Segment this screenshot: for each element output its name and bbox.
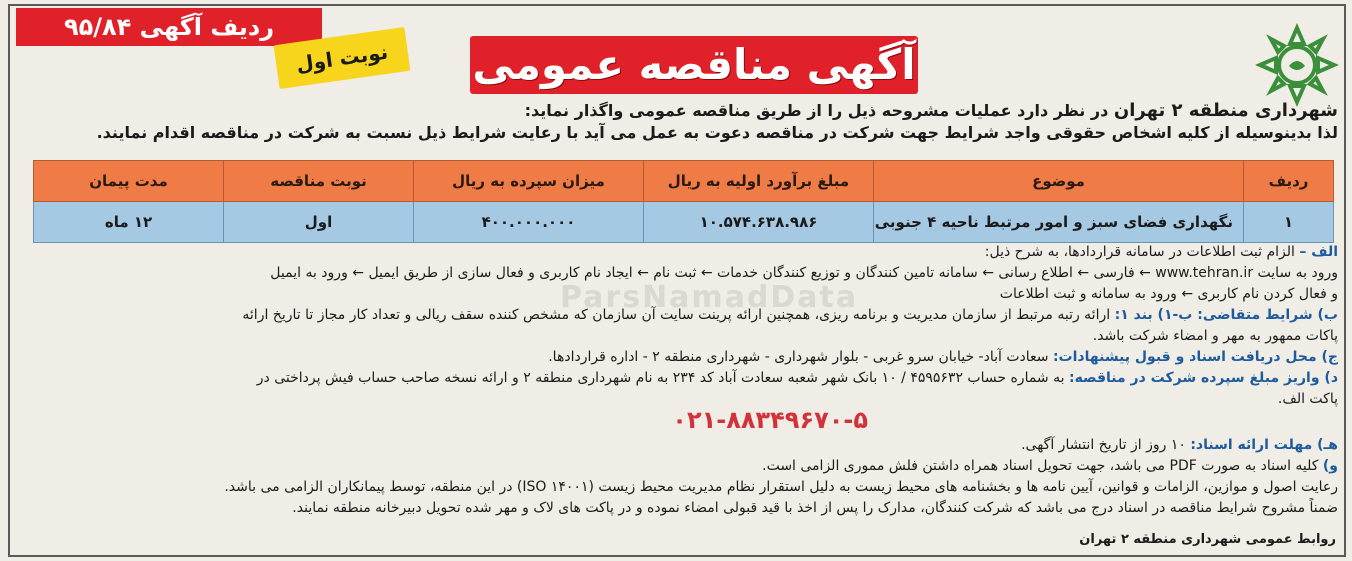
phone-number: ۰۲۱-۸۸۳۴۹۶۷۰-۵	[672, 410, 868, 434]
condition-jim-label: ج) محل دریافت اسناد و قبول پیشنهادات:	[1052, 349, 1338, 365]
condition-vav	[14, 456, 1338, 477]
municipality-logo-icon	[1254, 22, 1340, 108]
cell-subject: نگهداری فضای سبز و امور مرتبط ناحیه ۴ جنوبی	[874, 202, 1244, 243]
round-tag-label: نوبت اول	[294, 39, 390, 77]
col-header-row-no: ردیف	[1244, 161, 1334, 202]
intro-line-2: لذا بدینوسیله از کلیه اشخاص حقوقی واجد شرایط جهت شرکت در مناقصه دعوت به عمل می آید با رعایت شرایط ذیل نسبت به شرکت در مناقصه اقدام نمایند.	[96, 123, 1338, 142]
condition-vav-label: و)	[1322, 458, 1338, 474]
intro-line-1-text: در نظر دارد عملیات مشروحه ذیل را از طریق مناقصه عمومی واگذار نماید:	[524, 101, 1109, 120]
cell-duration: ۱۲ ماه	[34, 202, 224, 243]
condition-he-label: هـ) مهلت ارائه اسناد:	[1190, 437, 1338, 453]
tender-table	[33, 160, 1334, 243]
condition-be-label: ب) شرایط متقاضی: ب-۱) بند ۱:	[1114, 307, 1338, 323]
watermark: ParsNamadData	[560, 280, 859, 315]
condition-vav-text: کلیه اسناد به صورت PDF می باشد، جهت تحویل اسناد همراه داشتن فلش مموری الزامی است.	[762, 458, 1319, 474]
intro	[14, 100, 1338, 144]
col-header-subject: موضوع	[874, 161, 1244, 202]
note-iso: رعایت اصول و موازین، الزامات و قوانین، آیین نامه ها و بخشنامه های محیط زیست به دلیل استقرار نظام مدیریت محیط زیست (ISO ۱۴۰۰۱) در این منطقه، توسط پیمانکاران الزامی می باشد.	[224, 479, 1338, 495]
phone-line	[14, 410, 1338, 435]
cell-estimate: ۱۰.۵۷۴.۶۳۸.۹۸۶	[644, 202, 874, 243]
cell-deposit: ۴۰۰.۰۰۰.۰۰۰	[414, 202, 644, 243]
col-header-duration: مدت پیمان	[34, 161, 224, 202]
condition-he	[14, 435, 1338, 456]
cell-round: اول	[224, 202, 414, 243]
ad-number-box	[16, 8, 322, 46]
conditions	[14, 242, 1338, 519]
condition-dal	[14, 368, 1338, 389]
condition-alef-text: الزام ثبت اطلاعات در سامانه قراردادها، به شرح ذیل:	[984, 244, 1295, 260]
public-relations-signature: روابط عمومی شهرداری منطقه ۲ تهران	[1079, 532, 1336, 547]
intro-municipality: شهرداری منطقه ۲ تهران	[1113, 100, 1338, 121]
condition-dal-text: به شماره حساب ۴۵۹۵۶۳۲ / ۱۰ بانک شهر شعبه سعادت آباد کد ۲۳۴ به نام شهرداری منطقه ۲ و ارائه نسخه صاحب حساب فیش پرداختی در	[256, 370, 1065, 386]
condition-alef-line-3: و فعال کردن نام کاربری ← ورود به سامانه و ثبت اطلاعات	[999, 286, 1338, 302]
condition-be-line-2: پاکات ممهور به مهر و امضاء شرکت باشد.	[1092, 328, 1338, 344]
col-header-deposit: میزان سپرده به ریال	[414, 161, 644, 202]
title-banner	[470, 36, 918, 94]
table-header-row	[34, 161, 1334, 202]
condition-be	[14, 305, 1338, 326]
condition-dal-line-2: پاکت الف.	[1277, 391, 1338, 407]
condition-he-text: ۱۰ روز از تاریخ انتشار آگهی.	[1021, 437, 1186, 453]
condition-dal-label: د) واریز مبلغ سپرده شرکت در مناقصه:	[1068, 370, 1338, 386]
condition-alef-line-2: ورود به سایت www.tehran.ir ← فارسی ← اطلاع رسانی ← سامانه تامین کنندگان و توزیع کنندگان خدمات ← ثبت نام ← ایجاد نام کاربری و فعال سازی از طریق ایمیل ← ورود به ایمیل	[270, 265, 1338, 281]
note-general: ضمناً مشروح شرایط مناقصه در اسناد درج می باشد که شرکت کنندگان، مدارک را پس از اخذ با قید قبولی امضاء نموده و در پاکت های لاک و مهر شده تحویل دبیرخانه منطقه نمایند.	[292, 500, 1338, 516]
cell-row-no: ۱	[1244, 202, 1334, 243]
condition-alef	[14, 242, 1338, 263]
col-header-estimate: مبلغ برآورد اولیه به ریال	[644, 161, 874, 202]
page-title: آگهی مناقصه عمومی	[472, 40, 916, 89]
ad-number: ردیف آگهی ۹۵/۸۴	[63, 13, 275, 41]
col-header-round: نوبت مناقصه	[224, 161, 414, 202]
intro-line-1	[14, 100, 1338, 122]
condition-be-text: ارائه رتبه مرتبط از سازمان مدیریت و برنامه ریزی، همچنین ارائه پرینت سایت آن سازمان که مشخص کننده سقف ریالی و تعداد کار مجاز تا تاریخ ارائه	[242, 307, 1111, 323]
condition-jim	[14, 347, 1338, 368]
condition-alef-label: الف –	[1299, 244, 1338, 260]
condition-jim-text: سعادت آباد- خیابان سرو غربی - بلوار شهرداری - شهرداری منطقه ۲ - اداره قراردادها.	[548, 349, 1049, 365]
table-row	[34, 202, 1334, 243]
